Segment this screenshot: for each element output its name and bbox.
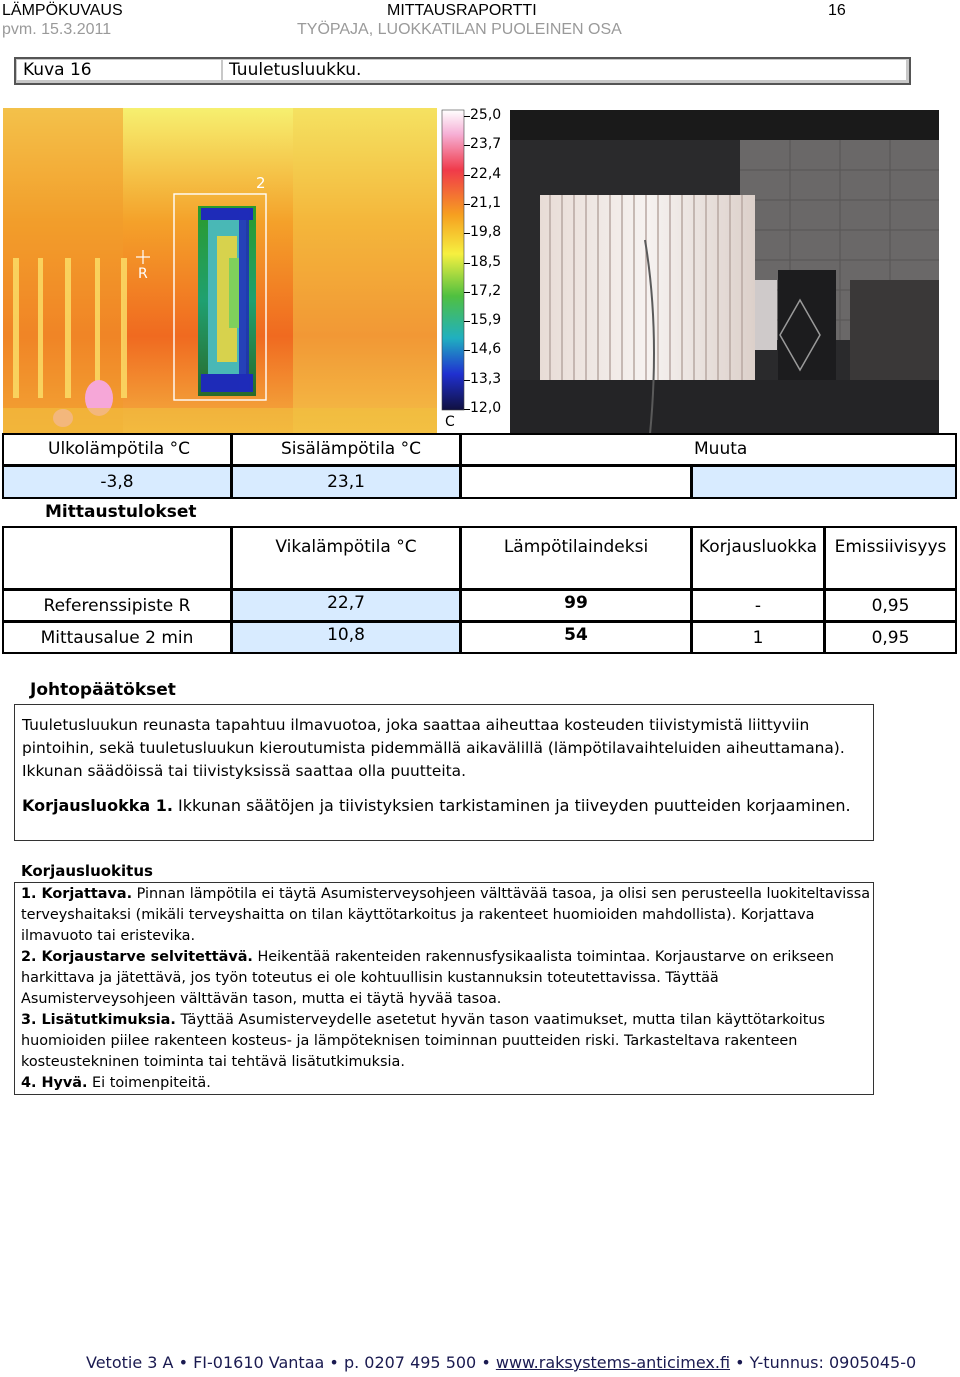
class-2-text-1: Heikentää rakenteiden rakennusfysikaalista toimintaa. Korjaustarve on erikseen xyxy=(252,949,834,965)
outdoor-temp-value: -3,8 xyxy=(2,465,232,499)
report-subtitle: TYÖPAJA, LUOKKATILAN PUOLEINEN OSA xyxy=(297,21,622,38)
col-header-temp-index: Lämpötilaindeksi xyxy=(460,526,692,590)
conclusion-line-1: Tuuletusluukun reunasta tapahtuu ilmavuotoa, joka saattaa aiheuttaa kosteuden tiivistymistä liittyviin xyxy=(22,716,810,734)
row-label-area: Mittausalue 2 min xyxy=(2,621,232,654)
indoor-temp-label: Sisälämpötila °C xyxy=(231,433,461,466)
class-1-text-3: ilmavuoto tai eristevika. xyxy=(21,928,196,944)
footer-bullet: • xyxy=(481,1353,491,1372)
other-value-left xyxy=(460,465,692,499)
scale-tick-label: 19,8 xyxy=(470,224,502,241)
conclusions-title: Johtopäätökset xyxy=(30,680,176,700)
footer xyxy=(86,1353,916,1372)
col-header-repair-class: Korjausluokka xyxy=(691,526,825,590)
class-3-text-3: kosteustekninen toiminta tai tehtävä lisätutkimuksia. xyxy=(21,1054,405,1070)
row-label-reference: Referenssipiste R xyxy=(2,589,232,622)
col-header-defect-temp: Vikalämpötila °C xyxy=(231,526,461,590)
class-1 xyxy=(21,884,873,905)
footer-bullet: • xyxy=(735,1353,745,1372)
report-title: MITTAUSRAPORTTI xyxy=(387,2,537,19)
footer-bullet: • xyxy=(178,1353,188,1372)
scale-tick-label: 25,0 xyxy=(470,107,502,123)
footer-postal: FI-01610 Vantaa xyxy=(193,1353,325,1372)
conclusion-line-3: Ikkunan säädöissä tai tiivistyksissä saattaa olla puutteita. xyxy=(22,762,466,780)
col-header-emissivity: Emissiivisyys xyxy=(824,526,957,590)
classes-title: Korjausluokitus xyxy=(21,862,153,880)
thermal-image xyxy=(3,108,437,434)
reference-photo xyxy=(510,110,939,434)
conditions-table xyxy=(2,433,957,499)
scale-unit: C xyxy=(445,414,455,430)
class-3-text-2: huomioiden piilee rakenteen kosteus- ja lämpöteknisen toiminnan puutteiden riski. Tarkasteltava rakenteen xyxy=(21,1033,798,1049)
class-2 xyxy=(21,947,873,968)
footer-phone: p. 0207 495 500 xyxy=(343,1353,477,1372)
class-3-label: 3. Lisätutkimuksia. xyxy=(21,1012,176,1028)
conclusion-class-text: Ikkunan säätöjen ja tiivistyksien tarkistaminen ja tiiveyden puutteiden korjaaminen. xyxy=(172,796,851,815)
classes-box xyxy=(14,882,874,1095)
conclusion-line-2: pintoihin, sekä tuuletusluukun kieroutumista pidemmällä aikavälillä (lämpötilavaihteluiden aiheuttamana). xyxy=(22,739,845,757)
area-temp: 10,8 xyxy=(231,621,461,654)
page-number: 16 xyxy=(828,2,846,19)
temperature-scale xyxy=(440,108,508,434)
reference-temp: 22,7 xyxy=(231,589,461,622)
reference-point-marker: R xyxy=(138,266,148,282)
figure-title: Tuuletusluukku. xyxy=(223,60,906,80)
scale-tick-label: 15,9 xyxy=(470,312,502,329)
class-2-text-3: Asumisterveysohjeen välttävän tason, mutta ei täytä hyvää tasoa. xyxy=(21,991,502,1007)
other-value xyxy=(691,465,957,499)
other-label: Muuta xyxy=(460,433,957,466)
reference-index: 99 xyxy=(460,589,692,622)
scale-tick-label: 18,5 xyxy=(470,253,502,270)
indoor-temp-value: 23,1 xyxy=(231,465,461,499)
class-2-text-2: harkittava ja jätettävä, jos työn toteutus ei ole kohtuullisin kustannuksin toteutettavissa. Täyttää xyxy=(21,970,719,986)
report-type: LÄMPÖKUVAUS xyxy=(2,2,123,19)
reference-class: - xyxy=(691,589,825,622)
class-3 xyxy=(21,1010,873,1031)
results-table xyxy=(2,526,957,654)
footer-bullet: • xyxy=(329,1353,339,1372)
class-2-label: 2. Korjaustarve selvitettävä. xyxy=(21,949,253,965)
class-1-text-1: Pinnan lämpötila ei täytä Asumisterveysohjeen välttävää tasoa, ja olisi sen perusteella luokiteltavissa xyxy=(132,886,871,902)
results-title: Mittaustulokset xyxy=(45,502,197,522)
footer-address: Vetotie 3 A xyxy=(86,1353,174,1372)
conclusion-repair-class xyxy=(22,794,872,817)
class-1-text-2: terveyshaitaksi (mikäli terveyshaitta on tilan käyttötarkoitus ja rakenteet huomioiden mahdollista). Korjattava xyxy=(21,907,815,923)
footer-business-id: Y-tunnus: 0905045-0 xyxy=(749,1353,917,1372)
scale-tick-label: 14,6 xyxy=(470,341,502,358)
conclusions-box xyxy=(14,704,874,841)
scale-tick-label: 23,7 xyxy=(470,136,502,153)
reference-emissivity: 0,95 xyxy=(824,589,957,622)
scale-tick-label: 22,4 xyxy=(470,165,502,182)
class-3-text-1: Täyttää Asumisterveydelle asetetut hyvän tason vaatimukset, mutta tilan käyttötarkoitus xyxy=(175,1012,825,1028)
figure-caption-bar xyxy=(14,57,911,85)
figure-label: Kuva 16 xyxy=(17,60,221,80)
class-4 xyxy=(21,1073,873,1094)
class-4-label: 4. Hyvä. xyxy=(21,1075,88,1091)
report-date: pvm. 15.3.2011 xyxy=(2,21,112,38)
measurement-area-marker: 2 xyxy=(256,174,266,192)
class-4-text: Ei toimenpiteitä. xyxy=(87,1075,211,1091)
area-index: 54 xyxy=(460,621,692,654)
scale-tick-label: 12,0 xyxy=(470,400,502,416)
results-header-blank xyxy=(2,526,232,590)
scale-tick-label: 21,1 xyxy=(470,194,502,211)
scale-tick-label: 17,2 xyxy=(470,282,502,299)
conclusion-class-label: Korjausluokka 1. xyxy=(22,796,173,815)
scale-tick-label: 13,3 xyxy=(470,370,502,387)
class-1-label: 1. Korjattava. xyxy=(21,886,133,902)
footer-website-link[interactable]: www.raksystems-anticimex.fi xyxy=(495,1353,731,1372)
area-class: 1 xyxy=(691,621,825,654)
outdoor-temp-label: Ulkolämpötila °C xyxy=(2,433,232,466)
area-emissivity: 0,95 xyxy=(824,621,957,654)
